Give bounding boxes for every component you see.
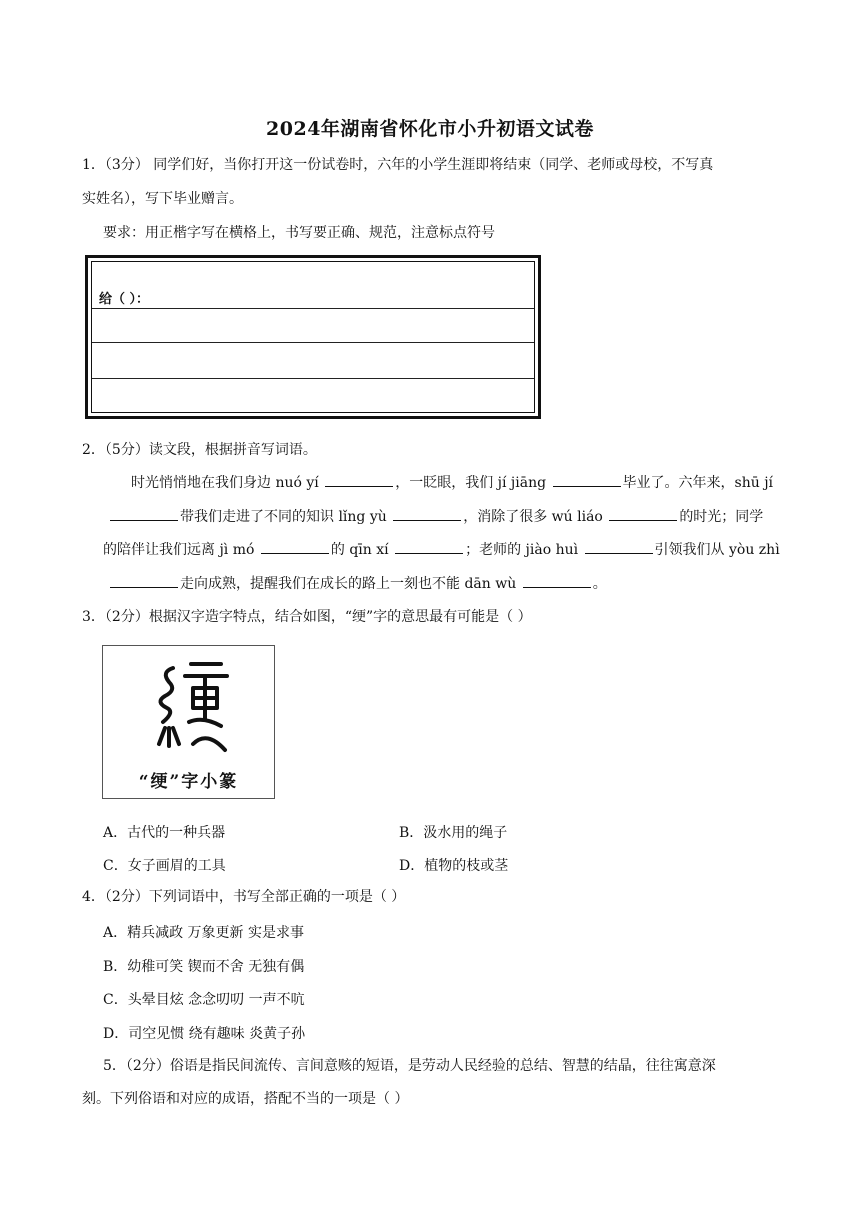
q4-header: 4．（2分）下列词语中，书写全部正确的一项是（ ） (82, 889, 406, 905)
seal-character-glyph (103, 646, 274, 766)
q2-text: 的陪伴让我们远离 jì mó (103, 542, 255, 558)
q3-option-b[interactable]: B．汲水用的绳子 (399, 825, 508, 841)
q2-text: 的时光；同学 (679, 509, 764, 525)
answer-blank[interactable] (393, 508, 461, 521)
exam-title: 2024年湖南省怀化市小升初语文试卷 (266, 118, 594, 140)
q2-text: ，一眨眼，我们 jí jiāng (395, 475, 547, 491)
q2-text: ，消除了很多 wú liáo (463, 509, 603, 525)
answer-blank[interactable] (261, 541, 329, 554)
answer-blank[interactable] (523, 575, 591, 588)
answer-ruled-line (92, 378, 534, 379)
q2-passage-line2 (108, 508, 763, 526)
q1-requirement: 要求：用正楷字写在横格上，书写要正确、规范，注意标点符号 (103, 225, 495, 241)
q3-option-a[interactable]: A．古代的一种兵器 (103, 825, 226, 841)
q4-option-b[interactable]: B．幼稚可笑 锲而不舍 无独有偶 (103, 959, 305, 975)
q2-passage-line3 (103, 541, 780, 559)
q1-line1: 1．（3分） 同学们好，当你打开这一份试卷时，六年的小学生涯即将结束（同学、老师或母校，不写真 (82, 157, 714, 173)
answer-blank[interactable] (325, 474, 393, 487)
q2-text: 毕业了。六年来，shū jí (622, 475, 774, 491)
q1-line2: 实姓名），写下毕业赠言。 (82, 191, 243, 207)
answer-blank[interactable] (110, 575, 178, 588)
answer-ruled-line (92, 342, 534, 343)
answer-writing-box[interactable] (85, 255, 541, 419)
q5-line1: 5．（2分）俗语是指民间流传、言间意赅的短语，是劳动人民经验的总结、智慧的结晶，往往寓意深 (103, 1058, 716, 1074)
q2-text: 。 (592, 576, 607, 592)
answer-blank[interactable] (585, 541, 653, 554)
q5-line2: 刻。下列俗语和对应的成语，搭配不当的一项是（ ） (82, 1091, 409, 1107)
answer-blank[interactable] (110, 508, 178, 521)
answer-blank[interactable] (553, 474, 621, 487)
q4-option-c[interactable]: C．头晕目炫 念念叨叨 一声不吭 (103, 992, 305, 1008)
q2-passage-line1 (131, 474, 773, 492)
seal-caption: “绠”字小篆 (138, 772, 239, 792)
answer-box-label: 给（ ）： (99, 292, 150, 307)
q2-passage-line4 (108, 575, 607, 593)
answer-ruled-line (92, 308, 534, 309)
answer-blank[interactable] (395, 541, 463, 554)
seal-script-image (102, 645, 275, 799)
q2-header: 2．（5分）读文段，根据拼音写词语。 (82, 442, 317, 458)
q2-text: ；老师的 jiào huì (465, 542, 579, 558)
q4-option-d[interactable]: D．司空见惯 绕有趣味 炎黄子孙 (103, 1026, 306, 1042)
q2-text: 带我们走进了不同的知识 lǐng yù (180, 509, 387, 525)
q2-text: 时光悄悄地在我们身边 nuó yí (131, 475, 319, 491)
q2-text: 走向成熟，提醒我们在成长的路上一刻也不能 dān wù (180, 576, 517, 592)
answer-box-inner-frame (91, 261, 535, 413)
answer-blank[interactable] (609, 508, 677, 521)
q4-option-a[interactable]: A．精兵减政 万象更新 实是求事 (103, 925, 305, 941)
q2-text: 的 qīn xí (330, 542, 389, 558)
q3-option-d[interactable]: D．植物的枝或茎 (399, 858, 509, 874)
q2-text: 引领我们从 yòu zhì (654, 542, 780, 558)
q3-option-c[interactable]: C．女子画眉的工具 (103, 858, 226, 874)
q3-header: 3．（2分）根据汉字造字特点，结合如图，“绠”字的意思最有可能是（ ） (82, 609, 532, 625)
